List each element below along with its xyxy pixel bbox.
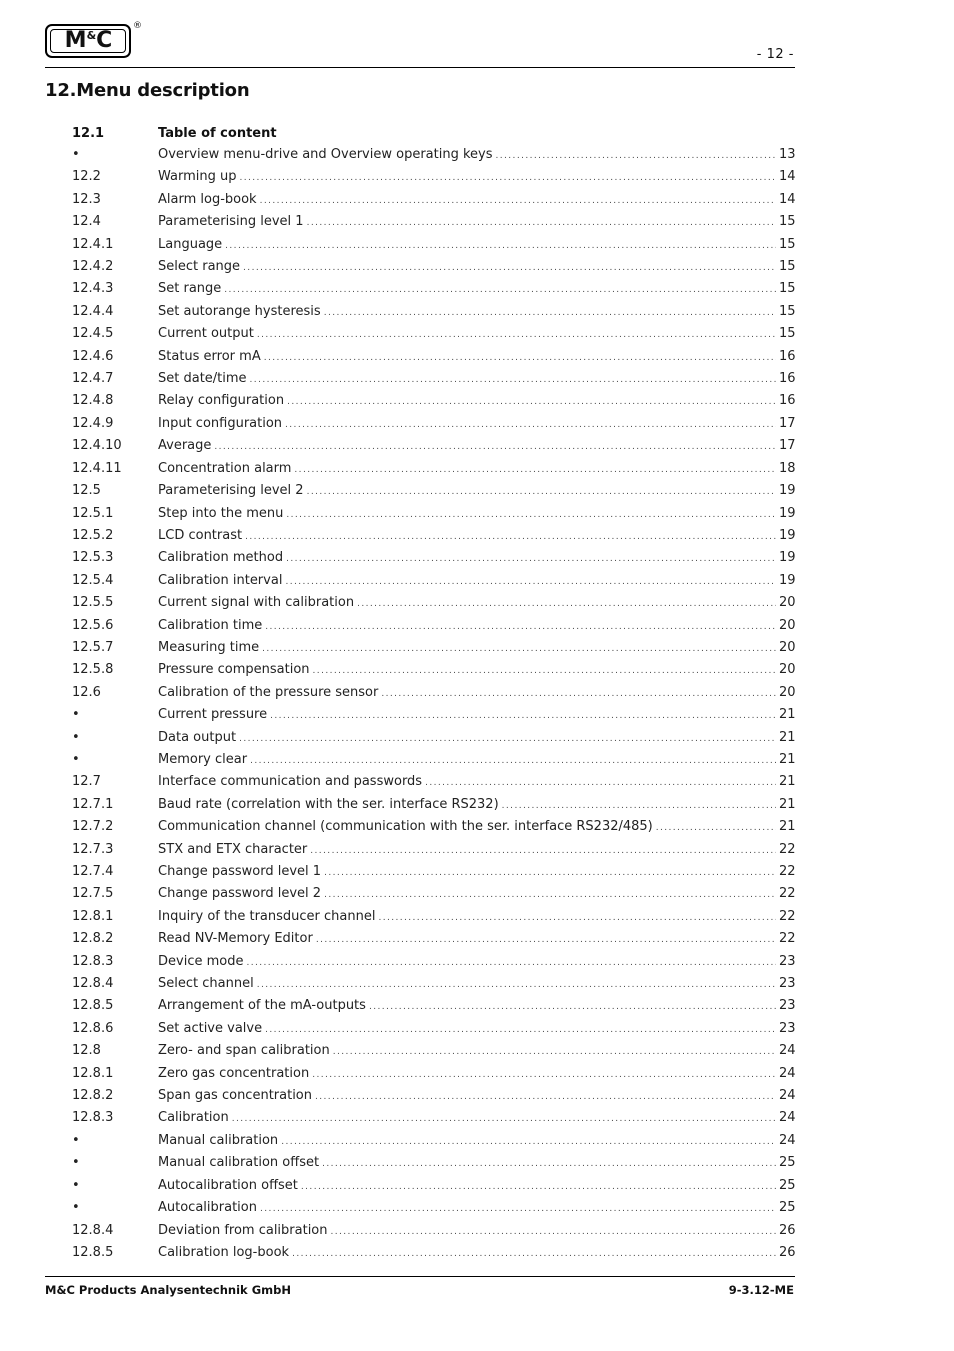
toc-dot-leader xyxy=(316,929,776,951)
toc-entry-page: 24 xyxy=(779,1132,796,1148)
toc-entry[interactable] xyxy=(72,368,795,390)
toc-entry-number: 12.7.2 xyxy=(72,819,114,835)
header-divider xyxy=(45,67,795,68)
toc-entry-number: 12.4.2 xyxy=(72,259,114,275)
toc-entry-number: • xyxy=(72,147,80,162)
toc-entry-page: 20 xyxy=(779,617,796,633)
toc-entry-title: Concentration alarm xyxy=(158,460,292,476)
toc-entry-title: Change password level 2 xyxy=(158,886,322,902)
toc-entry-number: 12.4.7 xyxy=(72,371,114,387)
toc-entry[interactable] xyxy=(72,1063,795,1085)
toc-entry[interactable] xyxy=(72,659,795,681)
toc-entry[interactable] xyxy=(72,1018,795,1040)
toc-entry[interactable] xyxy=(72,413,795,435)
toc-entry-title: Inquiry of the transducer channel xyxy=(158,908,376,924)
toc-entry[interactable] xyxy=(72,749,795,771)
logo-text xyxy=(65,30,112,52)
toc-dot-leader xyxy=(656,817,776,839)
toc-dot-leader xyxy=(425,772,776,794)
toc-entry-page: 25 xyxy=(779,1177,796,1193)
toc-entry-page: 16 xyxy=(779,348,796,364)
toc-dot-leader xyxy=(240,167,777,189)
toc-entry-number: 12.6 xyxy=(72,684,101,700)
toc-entry-title: Manual calibration xyxy=(158,1132,279,1148)
toc-dot-leader xyxy=(287,391,776,413)
toc-entry-page: 21 xyxy=(779,774,796,790)
toc-entry-page: 13 xyxy=(779,147,796,162)
toc-dot-leader xyxy=(307,481,776,503)
toc-entry[interactable] xyxy=(72,570,795,592)
toc-entry[interactable] xyxy=(72,592,795,614)
toc-entry-title: Zero- and span calibration xyxy=(158,1043,330,1059)
toc-dot-leader xyxy=(257,324,776,346)
toc-entry-page: 23 xyxy=(779,998,796,1014)
toc-dot-leader xyxy=(285,571,776,593)
toc-entry-number: 12.7.5 xyxy=(72,886,114,902)
toc-entry-page: 24 xyxy=(779,1043,796,1059)
toc-entry-number: 12.4.1 xyxy=(72,236,114,252)
toc-entry[interactable] xyxy=(72,189,795,211)
toc-entry-number: 12.8.3 xyxy=(72,1110,114,1126)
toc-entry-number: 12.4.11 xyxy=(72,460,122,476)
toc-entries xyxy=(72,144,795,1264)
toc-entry-page: 23 xyxy=(779,1020,796,1036)
toc-dot-leader xyxy=(310,840,776,862)
toc-entry[interactable] xyxy=(72,1130,795,1152)
toc-dot-leader xyxy=(224,279,776,301)
toc-entry-title: Status error mA xyxy=(158,348,261,364)
toc-entry-title: Baud rate (correlation with the ser. interface RS232) xyxy=(158,796,499,812)
toc-dot-leader xyxy=(378,907,776,929)
toc-entry-number: 12.5.3 xyxy=(72,550,114,566)
toc-entry-number: 12.4.5 xyxy=(72,326,114,342)
footer-divider xyxy=(45,1276,795,1277)
toc-dot-leader xyxy=(333,1041,776,1063)
toc-dot-leader xyxy=(312,1064,776,1086)
toc-dot-leader xyxy=(286,548,776,570)
toc-entry-title: Pressure compensation xyxy=(158,662,310,678)
toc-dot-leader xyxy=(502,795,776,817)
toc-entry-page: 21 xyxy=(779,819,796,835)
toc-entry-page: 15 xyxy=(779,281,796,297)
toc-entry-title: Communication channel (communication with the ser. interface RS232/485) xyxy=(158,819,653,835)
toc-entry-title: Calibration time xyxy=(158,617,263,633)
footer-doc-code: 9-3.12-ME xyxy=(728,1283,794,1297)
toc-entry-title: Data output xyxy=(158,729,237,745)
toc-entry[interactable] xyxy=(72,906,795,928)
toc-entry-title: Set range xyxy=(158,281,222,297)
toc-entry-number: 12.5.8 xyxy=(72,662,114,678)
toc-entry-number: 12.7 xyxy=(72,774,101,790)
toc-entry-page: 22 xyxy=(779,908,796,924)
toc-entry-title: Device mode xyxy=(158,953,244,969)
toc-entry-page: 15 xyxy=(779,259,796,275)
toc-entry-page: 14 xyxy=(779,191,796,207)
toc-entry-page: 20 xyxy=(779,595,796,611)
toc-entry-title: Input configuration xyxy=(158,415,283,431)
logo-letter-m: M xyxy=(64,28,86,53)
toc-dot-leader xyxy=(243,257,776,279)
toc-entry[interactable] xyxy=(72,301,795,323)
toc-dot-leader xyxy=(225,235,776,257)
toc-heading xyxy=(72,122,795,144)
toc-entry-title: Span gas concentration xyxy=(158,1088,313,1104)
toc-entry-title: Current signal with calibration xyxy=(158,595,355,611)
toc-entry-page: 18 xyxy=(779,460,796,476)
toc-entry[interactable] xyxy=(72,973,795,995)
toc-entry[interactable] xyxy=(72,637,795,659)
toc-entry-title: Relay configuration xyxy=(158,393,285,409)
table-of-contents xyxy=(72,122,795,1264)
toc-entry-title: Autocalibration xyxy=(158,1200,257,1216)
toc-entry-page: 22 xyxy=(779,931,796,947)
toc-entry-title: Current output xyxy=(158,326,254,342)
toc-entry-title: Memory clear xyxy=(158,751,248,767)
toc-dot-leader xyxy=(265,1019,776,1041)
toc-entry-number: 12.8.1 xyxy=(72,908,114,924)
toc-entry-number: 12.7.4 xyxy=(72,864,114,879)
toc-dot-leader xyxy=(324,302,776,324)
toc-entry[interactable] xyxy=(72,995,795,1017)
toc-entry[interactable] xyxy=(72,458,795,480)
toc-entry-number: • xyxy=(72,1155,80,1171)
toc-entry-title: Select channel xyxy=(158,976,254,992)
toc-entry-number: 12.8.2 xyxy=(72,1088,114,1104)
toc-entry-number: 12.4.9 xyxy=(72,415,114,431)
toc-entry-title: Set active valve xyxy=(158,1020,263,1036)
toc-entry[interactable] xyxy=(72,1220,795,1242)
toc-entry-page: 19 xyxy=(779,550,796,566)
toc-entry-page: 22 xyxy=(779,841,796,857)
toc-entry[interactable] xyxy=(72,211,795,233)
toc-entry-title: Autocalibration offset xyxy=(158,1177,298,1193)
toc-dot-leader xyxy=(257,974,776,996)
toc-dot-leader xyxy=(264,347,776,369)
toc-entry-number: 12.8.1 xyxy=(72,1065,114,1081)
toc-heading-title: Table of content xyxy=(158,125,277,141)
toc-dot-leader xyxy=(357,593,776,615)
toc-dot-leader xyxy=(285,414,776,436)
toc-entry-page: 25 xyxy=(779,1200,796,1216)
toc-entry-page: 19 xyxy=(779,483,796,499)
registered-trademark-icon: ® xyxy=(133,21,142,31)
toc-entry[interactable] xyxy=(72,816,795,838)
toc-dot-leader xyxy=(250,369,776,391)
toc-entry-page: 24 xyxy=(779,1088,796,1104)
toc-entry-number: • xyxy=(72,1132,80,1148)
toc-entry-page: 20 xyxy=(779,662,796,678)
toc-dot-leader xyxy=(239,728,776,750)
toc-entry-page: 21 xyxy=(779,707,796,723)
toc-entry[interactable] xyxy=(72,704,795,726)
footer-company: M&C Products Analysentechnik GmbH xyxy=(45,1283,291,1297)
toc-entry[interactable] xyxy=(72,1040,795,1062)
toc-entry-number: 12.4.6 xyxy=(72,348,114,364)
toc-entry-page: 15 xyxy=(779,236,796,252)
toc-entry-title: Calibration method xyxy=(158,550,284,566)
toc-entry-page: 20 xyxy=(779,639,796,655)
toc-entry[interactable] xyxy=(72,1152,795,1174)
toc-entry-page: 24 xyxy=(779,1065,796,1081)
toc-entry-page: 21 xyxy=(779,796,796,812)
toc-entry-title: Warming up xyxy=(158,169,237,185)
toc-entry[interactable] xyxy=(72,794,795,816)
toc-dot-leader xyxy=(324,862,776,884)
toc-dot-leader xyxy=(324,884,776,906)
toc-dot-leader xyxy=(245,526,776,548)
toc-dot-leader xyxy=(496,145,776,167)
toc-entry-number: 12.5.7 xyxy=(72,639,114,655)
toc-entry-title: Read NV-Memory Editor xyxy=(158,931,313,947)
toc-dot-leader xyxy=(315,1086,776,1108)
toc-entry-title: STX and ETX character xyxy=(158,841,308,857)
toc-entry[interactable] xyxy=(72,861,795,883)
toc-entry-page: 24 xyxy=(779,1110,796,1126)
toc-dot-leader xyxy=(294,459,776,481)
toc-entry-title: Average xyxy=(158,438,212,454)
toc-dot-leader xyxy=(313,660,776,682)
toc-entry-title: Calibration of the pressure sensor xyxy=(158,684,379,700)
toc-dot-leader xyxy=(301,1176,776,1198)
toc-entry[interactable] xyxy=(72,503,795,525)
toc-dot-leader xyxy=(246,952,776,974)
toc-entry[interactable] xyxy=(72,144,795,166)
toc-entry-title: Set autorange hysteresis xyxy=(158,303,321,319)
toc-entry[interactable] xyxy=(72,771,795,793)
toc-entry-number: • xyxy=(72,729,80,745)
toc-entry-page: 26 xyxy=(779,1244,796,1260)
toc-entry-title: Interface communication and passwords xyxy=(158,774,423,790)
toc-entry-page: 20 xyxy=(779,684,796,700)
page-title: 12.Menu description xyxy=(45,80,250,101)
toc-entry-title: Language xyxy=(158,236,223,252)
page-number: - 12 - xyxy=(756,47,794,62)
toc-entry-number: 12.4.3 xyxy=(72,281,114,297)
toc-entry-number: 12.4 xyxy=(72,214,101,230)
toc-entry-number: 12.8.5 xyxy=(72,1244,114,1260)
toc-entry-number: 12.8.4 xyxy=(72,976,114,992)
toc-entry[interactable] xyxy=(72,323,795,345)
toc-entry-title: Set date/time xyxy=(158,371,247,387)
toc-entry-title: Deviation from calibration xyxy=(158,1222,328,1238)
toc-dot-leader xyxy=(260,1198,776,1220)
toc-dot-leader xyxy=(322,1153,776,1175)
toc-entry-number: 12.7.1 xyxy=(72,796,114,812)
toc-entry[interactable] xyxy=(72,1085,795,1107)
toc-entry-number: 12.8.4 xyxy=(72,1222,114,1238)
toc-entry[interactable] xyxy=(72,1242,795,1264)
toc-entry-page: 25 xyxy=(779,1155,796,1171)
toc-entry[interactable] xyxy=(72,435,795,457)
toc-entry-page: 15 xyxy=(779,303,796,319)
toc-entry-number: 12.8.6 xyxy=(72,1020,114,1036)
toc-entry-title: Calibration interval xyxy=(158,572,283,588)
toc-entry[interactable] xyxy=(72,951,795,973)
toc-entry[interactable] xyxy=(72,1175,795,1197)
toc-dot-leader xyxy=(270,705,776,727)
toc-entry-number: 12.8.5 xyxy=(72,998,114,1014)
toc-entry[interactable] xyxy=(72,525,795,547)
toc-entry-number: 12.7.3 xyxy=(72,841,114,857)
toc-entry-number: • xyxy=(72,1177,80,1193)
toc-entry[interactable] xyxy=(72,1197,795,1219)
toc-heading-number: 12.1 xyxy=(72,125,105,141)
toc-entry-page: 23 xyxy=(779,953,796,969)
toc-dot-leader xyxy=(292,1243,776,1265)
toc-entry-title: Select range xyxy=(158,259,241,275)
toc-entry-page: 17 xyxy=(779,415,796,431)
toc-dot-leader xyxy=(262,638,776,660)
toc-entry-title: Current pressure xyxy=(158,707,268,723)
toc-entry-number: 12.5.5 xyxy=(72,595,114,611)
toc-dot-leader xyxy=(250,750,776,772)
toc-entry-title: Overview menu-drive and Overview operating keys xyxy=(158,147,493,162)
toc-entry[interactable] xyxy=(72,234,795,256)
toc-dot-leader xyxy=(369,996,776,1018)
toc-dot-leader xyxy=(286,504,776,526)
toc-entry[interactable] xyxy=(72,278,795,300)
logo-ampersand: & xyxy=(86,29,96,42)
toc-entry-number: 12.3 xyxy=(72,191,101,207)
toc-entry-number: 12.4.10 xyxy=(72,438,122,454)
toc-entry-title: Calibration xyxy=(158,1110,229,1126)
toc-dot-leader xyxy=(214,436,776,458)
toc-entry-page: 15 xyxy=(779,214,796,230)
toc-entry-page: 15 xyxy=(779,326,796,342)
toc-dot-leader xyxy=(281,1131,776,1153)
company-logo xyxy=(45,24,131,58)
toc-entry-number: 12.5.1 xyxy=(72,505,114,521)
toc-entry-page: 22 xyxy=(779,886,796,902)
toc-entry-number: 12.5.4 xyxy=(72,572,114,588)
toc-entry-page: 22 xyxy=(779,864,796,879)
toc-entry-number: • xyxy=(72,1200,80,1216)
toc-entry-number: 12.8 xyxy=(72,1043,101,1059)
toc-dot-leader xyxy=(381,683,776,705)
toc-entry-page: 19 xyxy=(779,527,796,543)
toc-entry-page: 17 xyxy=(779,438,796,454)
toc-entry[interactable] xyxy=(72,256,795,278)
toc-entry[interactable] xyxy=(72,480,795,502)
toc-entry-title: Alarm log-book xyxy=(158,191,257,207)
toc-entry-title: Manual calibration offset xyxy=(158,1155,320,1171)
toc-entry-page: 21 xyxy=(779,751,796,767)
toc-dot-leader xyxy=(232,1108,776,1130)
toc-entry-page: 19 xyxy=(779,572,796,588)
toc-entry[interactable] xyxy=(72,1107,795,1129)
toc-entry-title: Zero gas concentration xyxy=(158,1065,310,1081)
toc-entry[interactable] xyxy=(72,547,795,569)
toc-entry-number: 12.8.2 xyxy=(72,931,114,947)
toc-entry-page: 14 xyxy=(779,169,796,185)
toc-entry-title: Calibration log-book xyxy=(158,1244,290,1260)
toc-entry-number: 12.4.8 xyxy=(72,393,114,409)
toc-entry[interactable] xyxy=(72,928,795,950)
toc-entry-number: 12.5.6 xyxy=(72,617,114,633)
toc-entry[interactable] xyxy=(72,615,795,637)
toc-entry[interactable] xyxy=(72,166,795,188)
toc-dot-leader xyxy=(265,616,776,638)
toc-entry-page: 23 xyxy=(779,976,796,992)
toc-entry-page: 16 xyxy=(779,371,796,387)
toc-entry-page: 19 xyxy=(779,505,796,521)
toc-entry[interactable] xyxy=(72,682,795,704)
toc-entry-title: Step into the menu xyxy=(158,505,284,521)
toc-entry-number: 12.2 xyxy=(72,169,101,185)
toc-entry-title: Parameterising level 1 xyxy=(158,214,304,230)
toc-entry-number: • xyxy=(72,707,80,723)
toc-entry-number: • xyxy=(72,751,80,767)
toc-dot-leader xyxy=(307,212,776,234)
toc-entry-title: Measuring time xyxy=(158,639,260,655)
toc-dot-leader xyxy=(331,1221,776,1243)
toc-entry-page: 16 xyxy=(779,393,796,409)
toc-entry-title: Parameterising level 2 xyxy=(158,483,304,499)
toc-entry-title: Change password level 1 xyxy=(158,864,322,879)
toc-entry[interactable] xyxy=(72,346,795,368)
toc-entry[interactable] xyxy=(72,727,795,749)
toc-entry-page: 21 xyxy=(779,729,796,745)
toc-entry-number: 12.8.3 xyxy=(72,953,114,969)
toc-entry[interactable] xyxy=(72,883,795,905)
toc-dot-leader xyxy=(260,190,776,212)
toc-entry[interactable] xyxy=(72,839,795,861)
toc-entry-number: 12.5.2 xyxy=(72,527,114,543)
toc-entry-page: 26 xyxy=(779,1222,796,1238)
toc-entry-title: Arrangement of the mA-outputs xyxy=(158,998,366,1014)
toc-entry-number: 12.5 xyxy=(72,483,101,499)
toc-entry-title: LCD contrast xyxy=(158,527,243,543)
logo-letter-c: C xyxy=(96,28,112,53)
toc-entry-number: 12.4.4 xyxy=(72,303,114,319)
toc-entry[interactable] xyxy=(72,390,795,412)
